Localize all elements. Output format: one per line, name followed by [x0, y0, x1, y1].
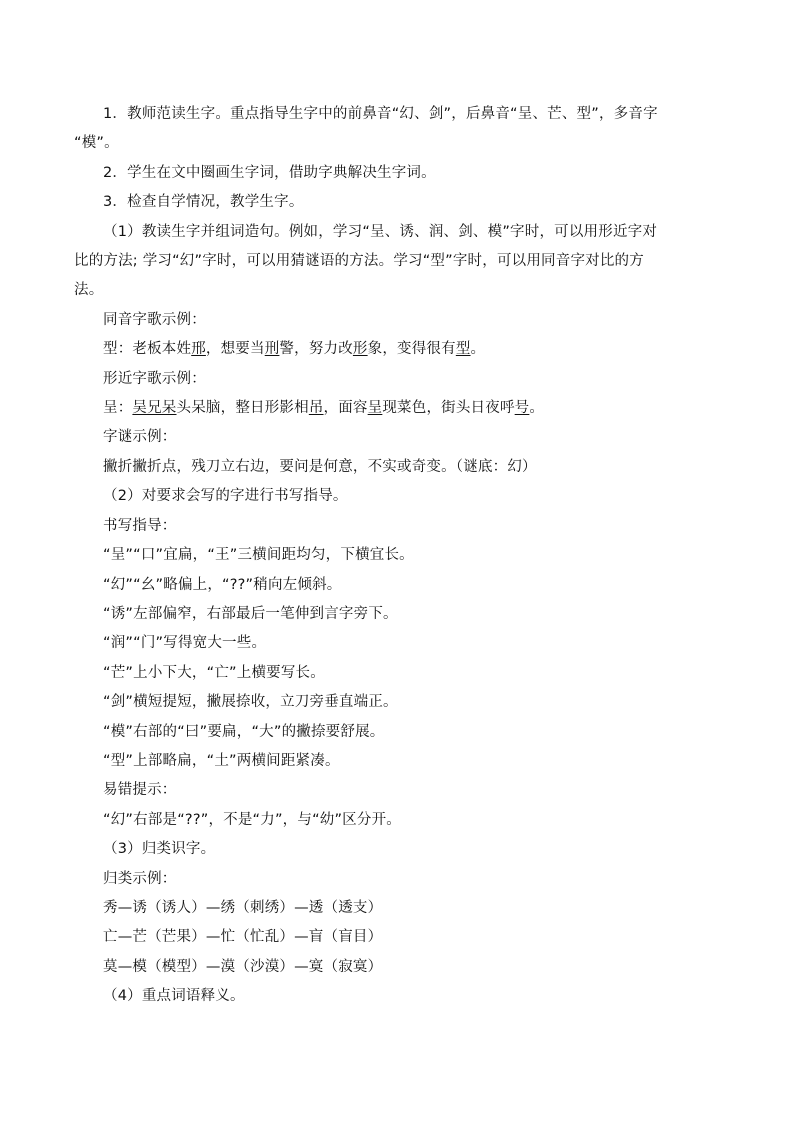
underlined-word: 吊 — [308, 400, 324, 417]
text-line: “幻”“幺”略偏上，“??”稍向左倾斜。 — [103, 576, 342, 593]
text-line: 法。 — [74, 282, 104, 299]
text-line-underlined: 型：老板本姓邢，想要当刑警，努力改形象，变得很有型。 — [103, 341, 486, 358]
text-line: 形近字歌示例： — [103, 370, 206, 387]
text-line: 易错提示： — [103, 782, 177, 799]
text-line-underlined: 呈：吴兄呆头呆脑，整日形影相吊，面容呈现菜色，街头日夜呼号。 — [103, 400, 545, 417]
text-line: “模”右部的“曰”要扁，“大”的撇捺要舒展。 — [103, 723, 385, 740]
text-line: “润”“门”写得宽大一些。 — [103, 635, 267, 652]
text-line: 归类示例： — [103, 870, 177, 887]
text-line: 莫—模（模型）—漠（沙漠）—寞（寂寞） — [103, 958, 383, 975]
underlined-word: 形 — [352, 341, 368, 358]
text-line: “诱”左部偏窄，右部最后一笔伸到言字旁下。 — [103, 605, 398, 622]
text-line: 3．检查自学情况，教学生字。 — [103, 194, 304, 211]
document-body — [74, 100, 728, 1012]
text-line: （1）教读生字并组词造句。例如，学习“呈、诱、润、剑、模”字时，可以用形近字对 — [103, 223, 658, 240]
underlined-word: 邢 — [191, 341, 206, 358]
underlined-word: 型 — [455, 341, 471, 358]
text-line: 1．教师范读生字。重点指导生字中的前鼻音“幻、剑”，后鼻音“呈、芒、型”，多音字 — [103, 106, 658, 122]
text-line: “模”。 — [74, 135, 119, 152]
text-line: （3）归类识字。 — [103, 841, 216, 858]
text-line: “剑”横短提短，撇展捺收，立刀旁垂直端正。 — [103, 694, 398, 711]
text-line: 亡—芒（芒果）—忙（忙乱）—盲（盲目） — [103, 929, 383, 946]
text-line: （2）对要求会写的字进行书写指导。 — [103, 488, 348, 505]
text-line: 2．学生在文中圈画生字词，借助字典解决生字词。 — [103, 164, 436, 181]
underlined-word: 吴兄呆 — [132, 400, 177, 417]
underlined-word: 呈 — [367, 400, 383, 417]
text-line: “型”上部略扁，“土”两横间距紧凑。 — [103, 752, 340, 769]
text-line: “芒”上小下大，“亡”上横要写长。 — [103, 664, 325, 681]
text-line: “幻”右部是“??”，不是“力”，与“幼”区分开。 — [103, 811, 401, 828]
text-line: 秀—诱（诱人）—绣（刺绣）—透（透支） — [103, 899, 383, 916]
text-line: 书写指导： — [103, 517, 177, 534]
text-line: （4）重点词语释义。 — [103, 988, 245, 1005]
underlined-word: 号 — [514, 400, 530, 417]
text-line: 同音字歌示例： — [103, 311, 206, 328]
text-line: 撇折撇折点，残刀立右边，要问是何意，不实或奇变。（谜底：幻） — [103, 458, 537, 475]
text-line: “呈”“口”宜扁，“王”三横间距均匀，下横宜长。 — [103, 547, 414, 564]
underlined-word: 刑 — [264, 341, 280, 358]
text-line: 比的方法; 学习“幻”字时，可以用猜谜语的方法。学习“型”字时，可以用同音字对比的方 — [74, 253, 644, 270]
text-line: 字谜示例： — [103, 429, 177, 446]
